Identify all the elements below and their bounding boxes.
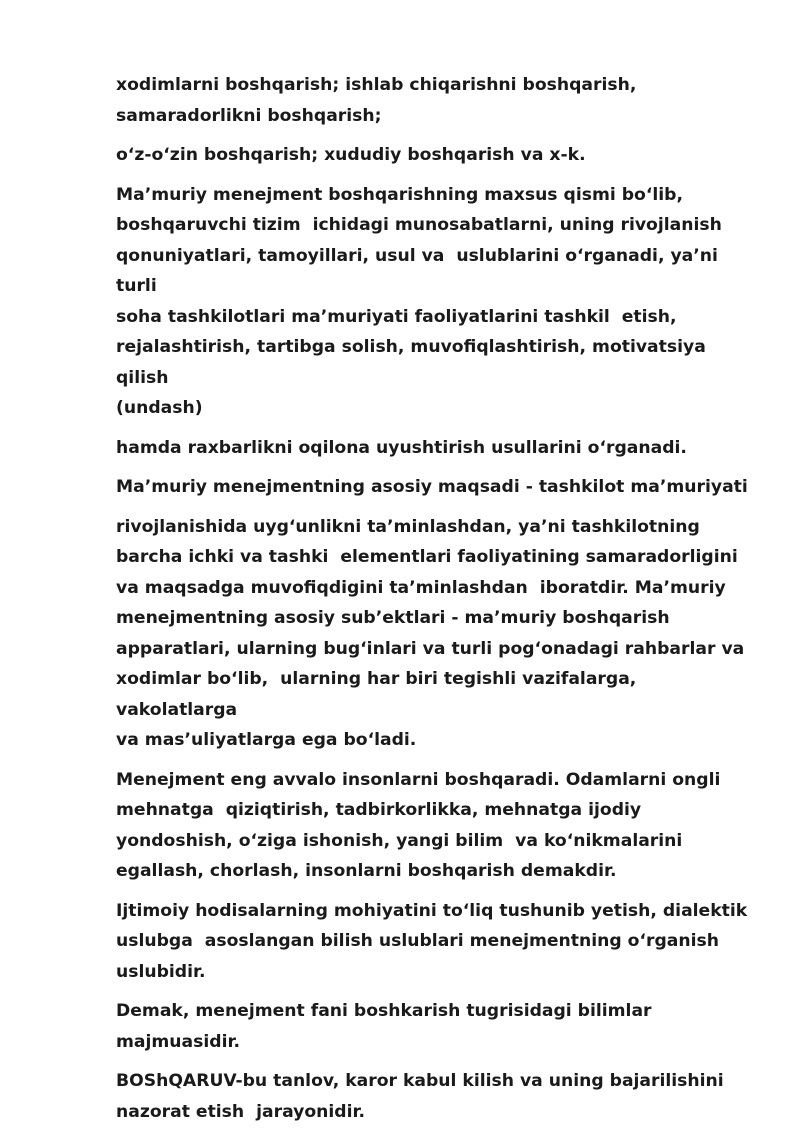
paragraph-8: Ijtimoiy hodisalarning mohiyatini to‘liq tushunib yetish, dialektik uslubga asoslangan bilish uslublari menejmentning o‘rganish uslubidir. [116,900,748,982]
paragraph-7: Menejment eng avvalo insonlarni boshqaradi. Odamlarni ongli mehnatga qiziqtirish, tadbirkorlikka, mehnatga ijodiy yondoshish, o‘ziga ishonish, yangi bilim va ko‘nikmalarini egallash, chorlash, insonlarni boshqarish demakdir. [116,769,721,881]
paragraph-6: rivojlanishida uyg‘unlikni ta’minlashdan, ya’ni tashkilotning barcha ichki va tashki elementlari faoliyatining samaradorligini va maqsadga muvofiqdigini ta’minlashdan iboratdir. Ma’muriy menejmentning asosiy sub’ektlari - ma’muriy boshqarish apparatlari, ularning bug‘inlari va turli pog‘onadagi rahbarlar va xodimlar bo‘lib, ularning har biri tegishli vazifalarga, vakolatlarga va mas’uliyatlarga ega bo‘ladi. [116,516,745,750]
paragraph-5: Ma’muriy menejmentning asosiy maqsadi - tashkilot ma’muriyati [116,477,748,497]
paragraph-3: Ma’muriy menejment boshqarishning maxsus qismi bo‘lib, boshqaruvchi tizim ichidagi munosabatlarni, uning rivojlanish qonuniyatlari, tamoyillari, usul va uslublarini o‘rganadi, ya’ni turli soha tashkilotlari ma’muriyati faoliyatlarini tashkil etish, rejalashtirish, tartibga solish, muvofiqlashtirish, motivatsiya qilish (undash) [116,184,722,418]
paragraph-1: xodimlarni boshqarish; ishlab chiqarishni boshqarish, samaradorlikni boshqarish; [116,75,637,126]
document-page [116,70,756,1136]
paragraph-2: o‘z-o‘zin boshqarish; xududiy boshqarish va x-k. [116,145,586,165]
paragraph-10: BOShQARUV-bu tanlov, karor kabul kilish va uning bajarilishini nazorat etish jarayonidir. [116,1071,724,1122]
paragraph-4: hamda raxbarlikni oqilona uyushtirish usullarini o‘rganadi. [116,437,687,458]
paragraph-9: Demak, menejment fani boshkarish tugrisidagi bilimlar majmuasidir. [116,1001,652,1052]
